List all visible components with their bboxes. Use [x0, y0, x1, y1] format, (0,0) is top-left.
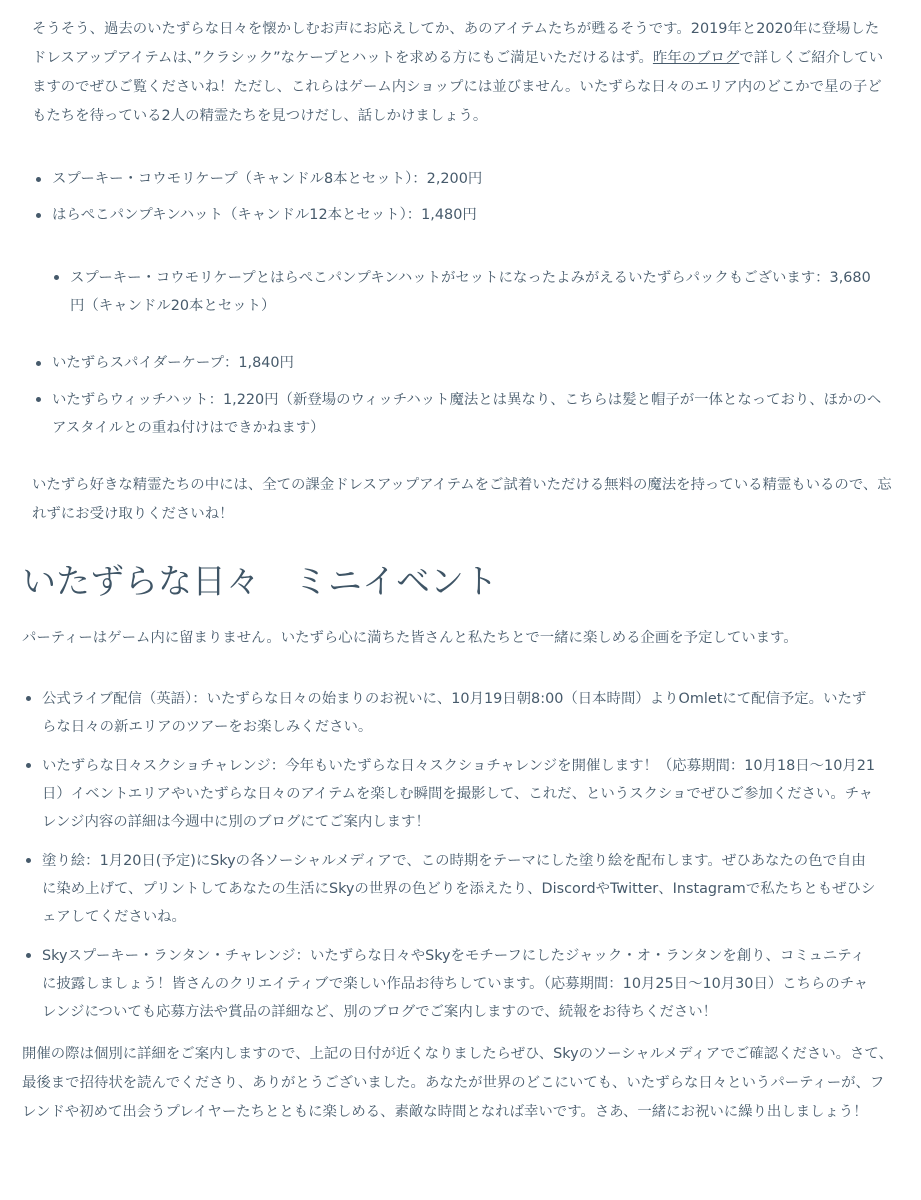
section-lead-paragraph: パーティーはゲーム内に留まりません。いたずら心に満ちた皆さんと私たちとで一緒に楽しめる企画を予定しています。: [22, 630, 798, 646]
list-item: 公式ライブ配信（英語）：いたずらな日々の始まりのお祝いに、10月19日朝8:00（日本時間）よりOmletにて配信予定。いたずらな日々の新エリアのツアーをお楽しみください。: [24, 685, 879, 741]
trial-note-paragraph: いたずら好きな精霊たちの中には、全ての課金ドレスアップアイテムをご試着いただける無料の魔法を持っている精霊もいるので、忘れずにお受け取りくださいね！: [32, 477, 892, 522]
closing-paragraph: 開催の際は個別に詳細をご案内しますので、上記の日付が近くなりましたらぜひ、Skyのソーシャルメディアでご確認ください。さて、最後まで招待状を読んでくださり、ありがとうございました。あなたが世界のどこにいても、いたずらな日々というパーティーが、フレンドや初めて出会うプレイヤーたちとともに楽しめる、素敵な時間となれば幸いです。さあ、一緒にお祝いに繰り出しましょう！: [22, 1046, 893, 1120]
intro-text-after-link: で詳しくご紹介していますのでぜひご覧くださいね！ただし、これらはゲーム内ショップには並びません。いたずらな日々のエリア内のどこかで星の子どもたちを待っている2人の精霊たちを見つけだし、話しかけましょう。: [32, 50, 884, 124]
list-item: スプーキー・コウモリケープとはらぺこパンプキンハットがセットになったよみがえるいたずらパックもございます：3,680円（キャンドル20本とセット）: [52, 264, 877, 320]
events-list: [24, 685, 879, 1026]
last-year-blog-link[interactable]: 昨年のブログ: [652, 50, 740, 66]
list-item: 塗り絵：1月20日(予定)にSkyの各ソーシャルメディアで、この時期をテーマにした塗り絵を配布します。ぜひあなたの色で自由に染め上げて、プリントしてあなたの生活にSkyの世界の色どりを添えたり、DiscordやTwitter、Instagramで私たちともぜひシェアしてくださいね。: [24, 847, 879, 931]
intro-text-before-link: そうそう、過去のいたずらな日々を懐かしむお声にお応えしてか、あのアイテムたちが甦るそうです。2019年と2020年に登場したドレスアップアイテムは、”クラシック”なケープとハットを求める方にもご満足いただけるはず。: [32, 21, 880, 66]
list-item: スプーキー・コウモリケープ（キャンドル8本とセット）：2,200円: [34, 166, 874, 193]
intro-paragraph: [32, 15, 890, 131]
bundle-items-list: [52, 264, 877, 320]
classic-items-list-1: [34, 166, 874, 229]
list-item: いたずらウィッチハット：1,220円（新登場のウィッチハット魔法とは異なり、こちらは髪と帽子が一体となっており、ほかのヘアスタイルとの重ね付けはできかねます）: [34, 386, 890, 442]
list-item: いたずらな日々スクショチャレンジ：今年もいたずらな日々スクショチャレンジを開催します！（応募期間：10月18日～10月21日）イベントエリアやいたずらな日々のアイテムを楽しむ瞬間を撮影して、これだ、というスクショでぜひご参加ください。チャレンジ内容の詳細は今週中に別のブログにてご案内します！: [24, 752, 879, 836]
classic-items-list-2: [34, 350, 890, 442]
list-item: Skyスプーキー・ランタン・チャレンジ：いたずらな日々やSkyをモチーフにしたジャック・オ・ランタンを創り、コミュニティに披露しましょう！皆さんのクリエイティブで楽しい作品お待ちしています。（応募期間：10月25日～10月30日）こちらのチャレンジについても応募方法や賞品の詳細など、別のブログでご案内しますので、続報をお待ちください！: [24, 942, 879, 1026]
list-item: はらぺこパンプキンハット（キャンドル12本とセット）：1,480円: [34, 202, 874, 229]
list-item: いたずらスパイダーケープ：1,840円: [34, 350, 890, 377]
section-heading: いたずらな日々 ミニイベント: [22, 562, 498, 602]
